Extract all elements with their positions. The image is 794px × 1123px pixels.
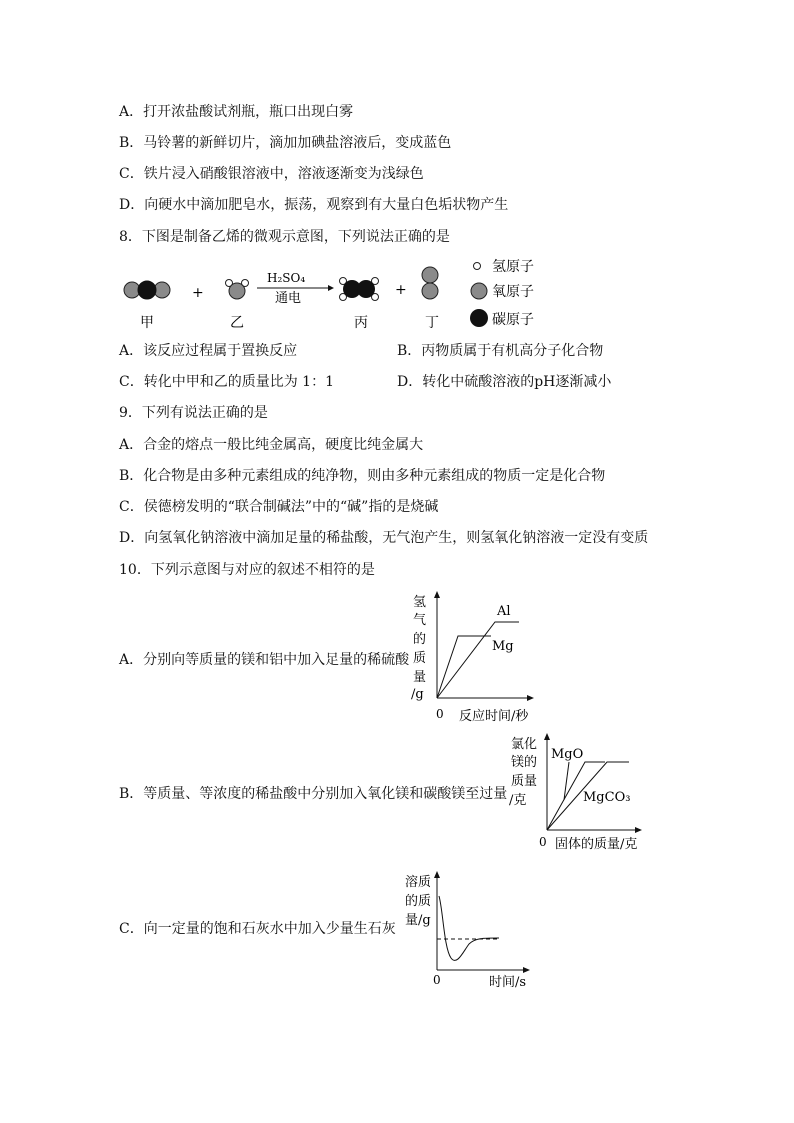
graph-a: [405, 590, 540, 725]
svg-text:质量: 质量: [511, 774, 538, 789]
q7-option-b: B．马铃薯的新鲜切片，滴加加碘盐溶液后，变成蓝色: [119, 135, 452, 151]
svg-text:的: 的: [413, 632, 427, 647]
q10-option-b: B．等质量、等浓度的稀盐酸中分别加入氧化镁和碳酸镁至过量: [119, 786, 508, 802]
carbon-legend-icon: [470, 309, 488, 327]
graph-c-origin: 0: [433, 973, 441, 987]
svg-text:/克: /克: [509, 793, 527, 808]
molecule-bing: [340, 278, 379, 301]
graph-a-line-al: [437, 622, 519, 698]
svg-text:溶质: 溶质: [405, 875, 432, 890]
legend: [470, 259, 534, 328]
svg-text:气: 气: [413, 613, 427, 628]
q10-option-c: C．向一定量的饱和石灰水中加入少量生石灰: [119, 921, 396, 937]
graph-b-xlabel: 固体的质量/克: [555, 837, 638, 852]
q9-option-b: B．化合物是由多种元素组成的纯净物，则由多种元素组成的物质一定是化合物: [119, 468, 606, 484]
q9-stem: 9．下列有说法正确的是: [119, 405, 268, 421]
graph-b-ylabel: [509, 737, 537, 808]
molecule-jia: [124, 281, 170, 299]
hydrogen-legend-icon: [474, 263, 481, 270]
graph-a-origin: 0: [436, 707, 444, 721]
graph-b-y-arrow-icon: [544, 733, 550, 740]
molecule-yi: [226, 280, 249, 300]
q8-option-c: C．转化中甲和乙的质量比为 1：1: [119, 374, 334, 390]
graph-c-xlabel: 时间/s: [489, 975, 527, 990]
legend-carbon: 碳原子: [492, 312, 534, 328]
graph-a-x-arrow-icon: [527, 695, 534, 701]
q8-option-b: B．丙物质属于有机高分子化合物: [397, 343, 604, 359]
graph-c-y-arrow-icon: [434, 871, 440, 878]
svg-text:量: 量: [413, 670, 427, 685]
label-yi: 乙: [230, 315, 244, 331]
q9-option-a: A．合金的熔点一般比纯金属高，硬度比纯金属大: [119, 437, 424, 453]
plus-1: +: [192, 285, 204, 301]
graph-a-line-mg: [437, 636, 491, 698]
svg-text:质: 质: [413, 651, 427, 666]
svg-text:氯化: 氯化: [511, 737, 538, 752]
graph-b: [507, 732, 647, 857]
condition-label: 通电: [275, 291, 302, 306]
label-bing: 丙: [354, 315, 368, 331]
svg-text:/g: /g: [411, 687, 424, 702]
plus-2: +: [395, 282, 407, 298]
graph-c-ylabel: [405, 874, 431, 928]
svg-text:镁的: 镁的: [511, 755, 538, 770]
graph-a-label-al: Al: [497, 604, 511, 619]
graph-a-label-mg: Mg: [492, 639, 514, 654]
graph-b-x-arrow-icon: [635, 827, 642, 833]
graph-a-y-arrow-icon: [434, 591, 440, 598]
legend-oxygen: 氧原子: [492, 284, 534, 300]
q7-option-d: D．向硬水中滴加肥皂水，振荡，观察到有大量白色垢状物产生: [119, 197, 509, 213]
graph-c-curve: [439, 896, 499, 960]
q9-option-c: C．侯德榜发明的“联合制碱法”中的“碱”指的是烧碱: [119, 499, 439, 515]
graph-b-label-mgco3: MgCO₃: [583, 790, 631, 805]
q7-option-c: C．铁片浸入硝酸银溶液中，溶液逐渐变为浅绿色: [119, 166, 424, 182]
q8-option-d: D．转化中硫酸溶液的pH逐渐减小: [397, 374, 612, 390]
label-ding: 丁: [425, 315, 439, 331]
arrow-head-icon: [328, 285, 334, 291]
legend-hydrogen: 氢原子: [492, 259, 534, 275]
svg-text:氢: 氢: [413, 595, 427, 610]
label-jia: 甲: [140, 315, 154, 331]
graph-c-x-arrow-icon: [523, 967, 530, 973]
q10-option-a: A．分别向等质量的镁和铝中加入足量的稀硫酸: [119, 652, 410, 668]
graph-b-origin: 0: [539, 835, 547, 849]
q9-option-d: D．向氢氧化钠溶液中滴加足量的稀盐酸，无气泡产生，则氢氧化钠溶液一定没有变质: [119, 530, 649, 546]
q7-option-a: A．打开浓盐酸试剂瓶，瓶口出现白雾: [119, 104, 354, 120]
svg-text:的质: 的质: [405, 894, 432, 909]
reaction-diagram: [110, 252, 580, 340]
q10-stem: 10．下列示意图与对应的叙述不相符的是: [119, 562, 375, 578]
graph-a-xlabel: 反应时间/秒: [459, 709, 529, 724]
molecule-ding: [422, 267, 438, 299]
graph-a-ylabel: [411, 595, 426, 702]
q8-option-a: A．该反应过程属于置换反应: [119, 343, 298, 359]
graph-b-label-mgo: MgO: [551, 747, 584, 762]
catalyst-label: H₂SO₄: [267, 271, 306, 285]
svg-text:量/g: 量/g: [405, 913, 431, 928]
oxygen-legend-icon: [471, 283, 487, 299]
q8-stem: 8．下图是制备乙烯的微观示意图，下列说法正确的是: [119, 229, 450, 245]
graph-c: [403, 870, 538, 995]
